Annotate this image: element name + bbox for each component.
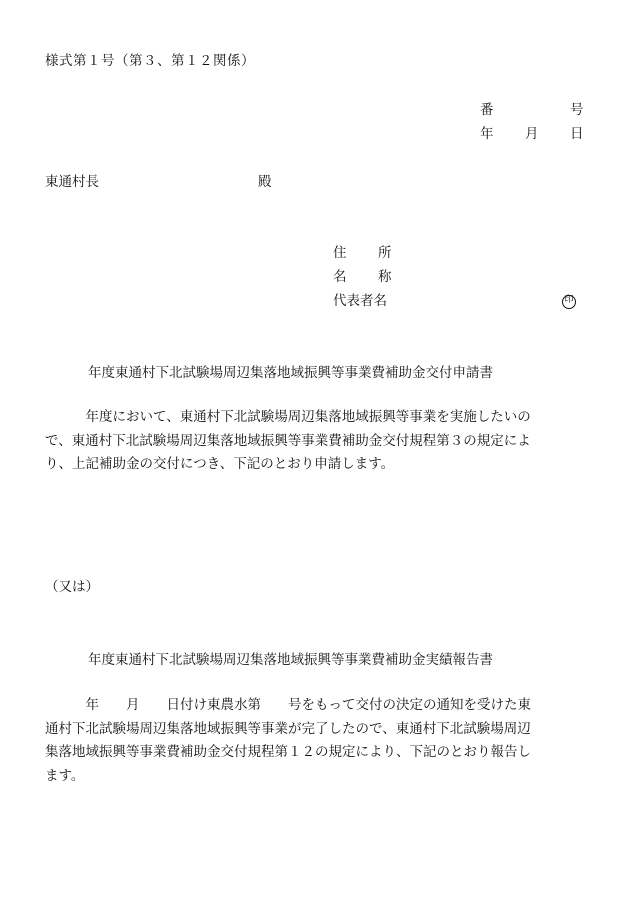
name-label-2: 称 bbox=[378, 269, 392, 285]
or-label: （又は） bbox=[45, 579, 99, 595]
application-body-line-2: で、東通村下北試験場周辺集落地域振興等事業費補助金交付規程第３の規定によ bbox=[45, 432, 531, 449]
applicant-block bbox=[333, 247, 583, 319]
number-ban: 番 bbox=[480, 102, 494, 118]
address-label-1: 住 bbox=[333, 245, 347, 261]
form-label: 様式第１号（第３、第１２関係） bbox=[45, 53, 255, 69]
addressee-name: 東通村長 bbox=[45, 174, 99, 190]
report-body-line-2: 通村下北試験場周辺集落地域振興等事業が完了したので、東通村下北試験場周辺 bbox=[45, 720, 531, 737]
application-body-line-1: 年度において、東通村下北試験場周辺集落地域振興等事業を実施したいの bbox=[45, 409, 531, 425]
representative-label: 代表者名 bbox=[333, 293, 387, 309]
number-date-block bbox=[480, 104, 584, 152]
date-year: 年 bbox=[480, 126, 494, 142]
number-line bbox=[480, 104, 584, 128]
report-body-line-1: 年 月 日付け東農水第 号をもって交付の決定の通知を受けた東 bbox=[45, 697, 531, 713]
report-body bbox=[45, 694, 587, 788]
report-body-line-4: ます。 bbox=[45, 767, 85, 784]
addressee-suffix: 殿 bbox=[258, 174, 272, 190]
name-row bbox=[333, 271, 583, 295]
seal-icon: 印 bbox=[562, 295, 576, 309]
address-label-2: 所 bbox=[378, 245, 392, 261]
date-day: 日 bbox=[570, 126, 584, 142]
number-go: 号 bbox=[570, 102, 584, 118]
application-body bbox=[45, 406, 587, 477]
date-line bbox=[480, 128, 584, 152]
application-title: 年度東通村下北試験場周辺集落地域振興等事業費補助金交付申請書 bbox=[88, 365, 493, 381]
application-body-line-3: り、上記補助金の交付につき、下記のとおり申請します。 bbox=[45, 456, 395, 472]
report-body-line-3: 集落地域振興等事業費補助金交付規程第１２の規定により、下記のとおり報告し bbox=[45, 744, 531, 760]
report-title: 年度東通村下北試験場周辺集落地域振興等事業費補助金実績報告書 bbox=[88, 652, 493, 668]
representative-row bbox=[333, 295, 583, 319]
date-month: 月 bbox=[525, 126, 539, 142]
name-label-1: 名 bbox=[333, 269, 347, 285]
address-row bbox=[333, 247, 583, 271]
